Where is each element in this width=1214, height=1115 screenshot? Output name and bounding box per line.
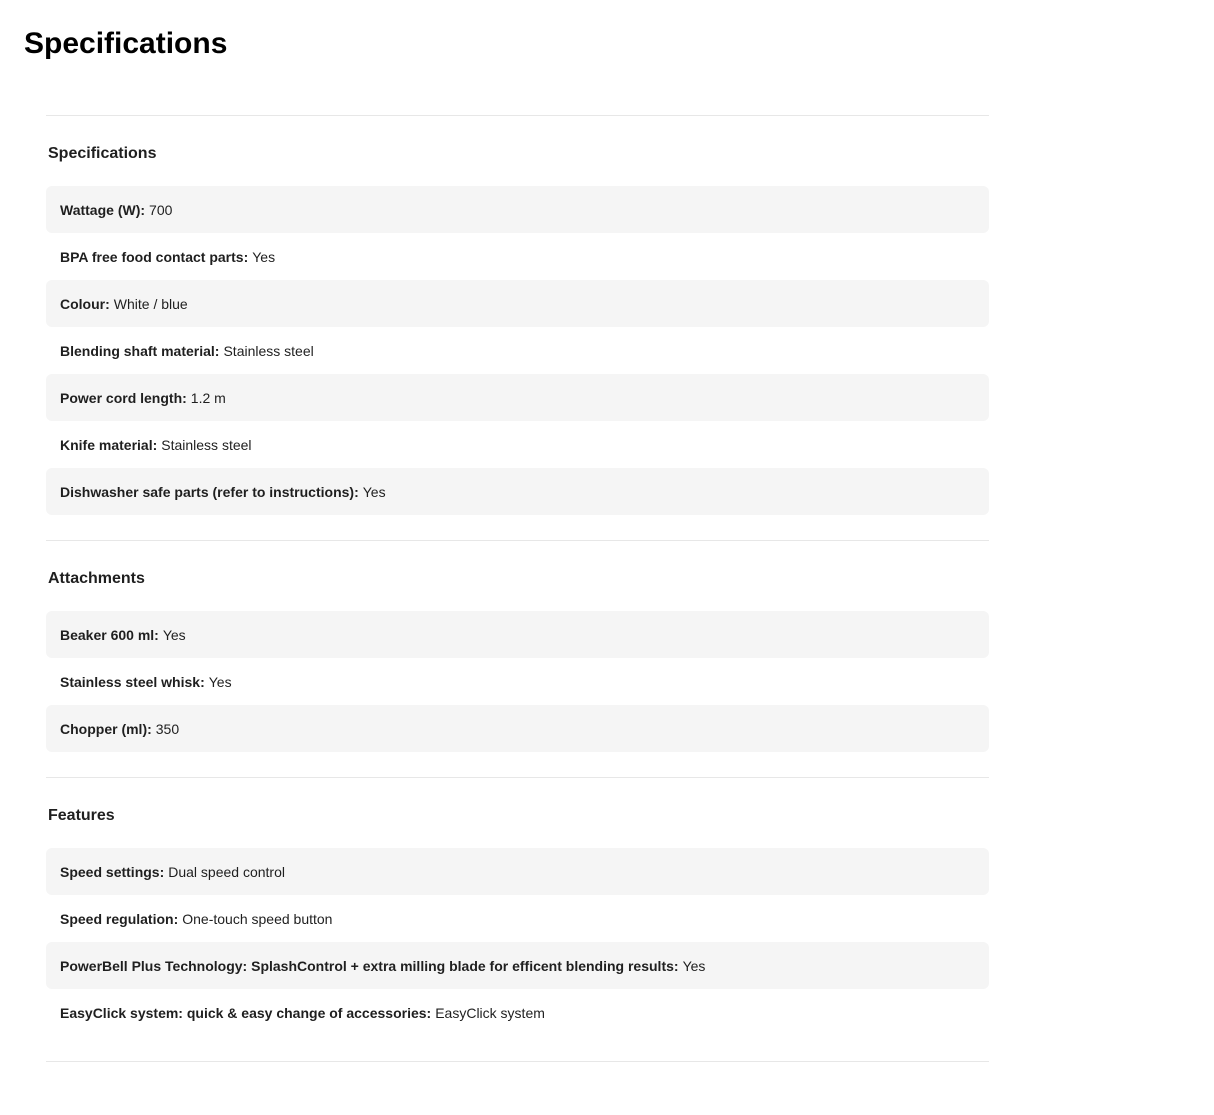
spec-row-label: Blending shaft material:: [60, 342, 220, 359]
spec-section: [46, 777, 989, 1036]
spec-row-value: Stainless steel: [161, 436, 252, 453]
spec-row-value: 700: [149, 201, 173, 218]
section-heading: Attachments: [48, 570, 145, 587]
spec-row-value: Yes: [162, 626, 186, 643]
section-divider: [46, 777, 989, 778]
section-rows: [46, 848, 989, 1036]
section-heading: Specifications: [48, 145, 157, 162]
spec-row-value: One-touch speed button: [182, 910, 333, 927]
spec-row: [46, 280, 989, 327]
page-title: Specifications: [24, 27, 228, 60]
spec-row: [46, 895, 989, 942]
section-divider: [46, 115, 989, 116]
spec-row-value: White / blue: [113, 295, 188, 312]
spec-row: [46, 186, 989, 233]
spec-row-label: Speed settings:: [60, 863, 165, 880]
specifications-content: [46, 62, 989, 1062]
spec-row: [46, 327, 989, 374]
spec-row-label: Colour:: [60, 295, 110, 312]
spec-row: [46, 468, 989, 515]
spec-row-label: BPA free food contact parts:: [60, 248, 249, 265]
spec-row-label: Beaker 600 ml:: [60, 626, 159, 643]
section-rows: [46, 186, 989, 515]
spec-row-value: Yes: [682, 957, 706, 974]
spec-section: [46, 540, 989, 752]
spec-row-value: Stainless steel: [223, 342, 314, 359]
sections-root: [46, 115, 989, 1036]
spec-row: [46, 658, 989, 705]
spec-row-value: Yes: [208, 673, 232, 690]
spec-row-label: Speed regulation:: [60, 910, 179, 927]
section-divider: [46, 540, 989, 541]
spec-row-value: 350: [155, 720, 180, 737]
spec-row-label: Wattage (W):: [60, 201, 146, 218]
spec-section: [46, 115, 989, 515]
spec-row-value: Yes: [252, 248, 276, 265]
spec-row: [46, 611, 989, 658]
spec-row-value: 1.2 m: [190, 389, 226, 406]
spec-row-label: Dishwasher safe parts (refer to instructions):: [60, 483, 359, 500]
spec-row-value: Dual speed control: [168, 863, 285, 880]
bottom-divider: [46, 1061, 989, 1062]
spec-row-label: Knife material:: [60, 436, 158, 453]
spacer: [46, 62, 989, 115]
section-rows: [46, 611, 989, 752]
spec-row-value: EasyClick system: [435, 1004, 545, 1021]
spec-row-label: PowerBell Plus Technology: SplashControl + extra milling blade for efficent blending results:: [60, 957, 679, 974]
spec-row-label: EasyClick system: quick & easy change of accessories:: [60, 1004, 432, 1021]
spec-row-label: Chopper (ml):: [60, 720, 152, 737]
spec-row: [46, 989, 989, 1036]
spec-row: [46, 848, 989, 895]
spec-row: [46, 942, 989, 989]
spec-row: [46, 374, 989, 421]
spec-row: [46, 421, 989, 468]
spec-row: [46, 233, 989, 280]
spec-row-label: Stainless steel whisk:: [60, 673, 205, 690]
spec-row-value: Yes: [362, 483, 386, 500]
spec-row: [46, 705, 989, 752]
section-heading: Features: [48, 807, 115, 824]
spec-row-label: Power cord length:: [60, 389, 187, 406]
